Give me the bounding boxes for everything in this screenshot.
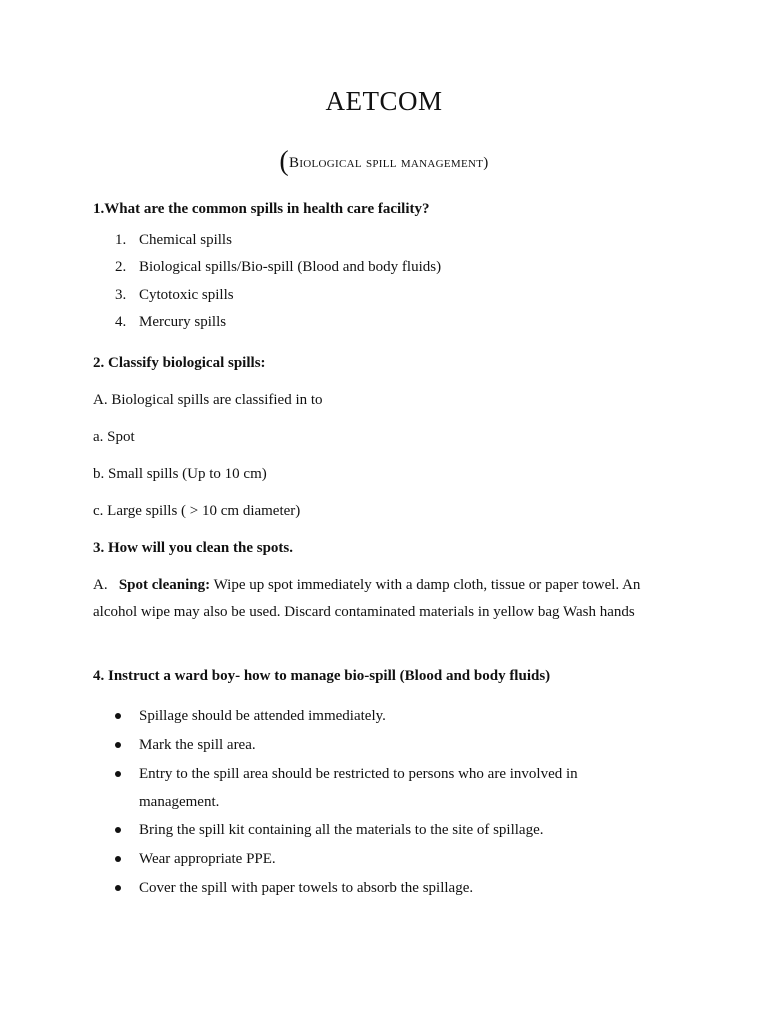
question-4: 4. Instruct a ward boy- how to manage bio-spill (Blood and body fluids) <box>93 668 551 684</box>
classification-b: b. Small spills (Up to 10 cm) <box>93 466 267 482</box>
list-item <box>115 232 232 249</box>
list-item <box>115 874 655 902</box>
list-item-number: 1. <box>115 232 127 248</box>
list-item-number: 3. <box>115 287 127 303</box>
list-item <box>115 702 655 730</box>
list-item-text: Wear appropriate PPE. <box>139 851 276 867</box>
classification-a: a. Spot <box>93 429 135 445</box>
list-item-text: Bring the spill kit containing all the materials to the site of spillage. <box>139 822 544 838</box>
document-subtitle <box>0 146 768 178</box>
spot-cleaning-label: Spot cleaning: <box>118 577 211 593</box>
list-item <box>115 845 655 873</box>
spot-cleaning-text: Wipe up spot immediately with a damp cloth, tissue or paper towel. An alcohol wipe may also be used. Discard contaminated materials in yellow bag Wash hands <box>93 577 641 620</box>
list-item <box>115 731 655 759</box>
subtitle-open-paren: ( <box>279 146 290 177</box>
bullet-icon <box>115 742 121 748</box>
bullet-icon <box>115 713 121 719</box>
bullet-icon <box>115 856 121 862</box>
list-item-number: 2. <box>115 259 127 275</box>
list-item <box>115 287 234 304</box>
bullet-icon <box>115 827 121 833</box>
list-item <box>115 314 226 331</box>
list-item-text: Biological spills/Bio-spill (Blood and body fluids) <box>139 259 442 275</box>
list-item <box>115 259 441 276</box>
list-item <box>115 760 655 816</box>
classification-c: c. Large spills ( > 10 cm diameter) <box>93 503 301 519</box>
list-item-text: Mercury spills <box>139 314 227 330</box>
list-item-text: Entry to the spill area should be restricted to persons who are involved in management. <box>139 766 578 810</box>
bullet-icon <box>115 885 121 891</box>
list-item-text: Cytotoxic spills <box>139 287 234 303</box>
question-2: 2. Classify biological spills: <box>93 355 266 371</box>
subtitle-text: Biological spill management <box>289 155 484 171</box>
question-1: 1.What are the common spills in health care facility? <box>93 201 430 217</box>
list-item-text: Spillage should be attended immediately. <box>139 708 386 724</box>
list-item-text: Mark the spill area. <box>139 737 256 753</box>
classification-intro: A. Biological spills are classified in to <box>93 392 323 408</box>
list-item-text: Chemical spills <box>139 232 232 248</box>
spot-cleaning-paragraph <box>93 572 653 626</box>
document-title: AETCOM <box>325 86 443 116</box>
list-item-number: 4. <box>115 314 127 330</box>
answer-prefix: A. <box>93 577 108 593</box>
list-item-text: Cover the spill with paper towels to absorb the spillage. <box>139 880 474 896</box>
question-3: 3. How will you clean the spots. <box>93 540 294 556</box>
subtitle-close-paren: ) <box>483 155 489 171</box>
bullet-icon <box>115 771 121 777</box>
list-item <box>115 816 655 844</box>
